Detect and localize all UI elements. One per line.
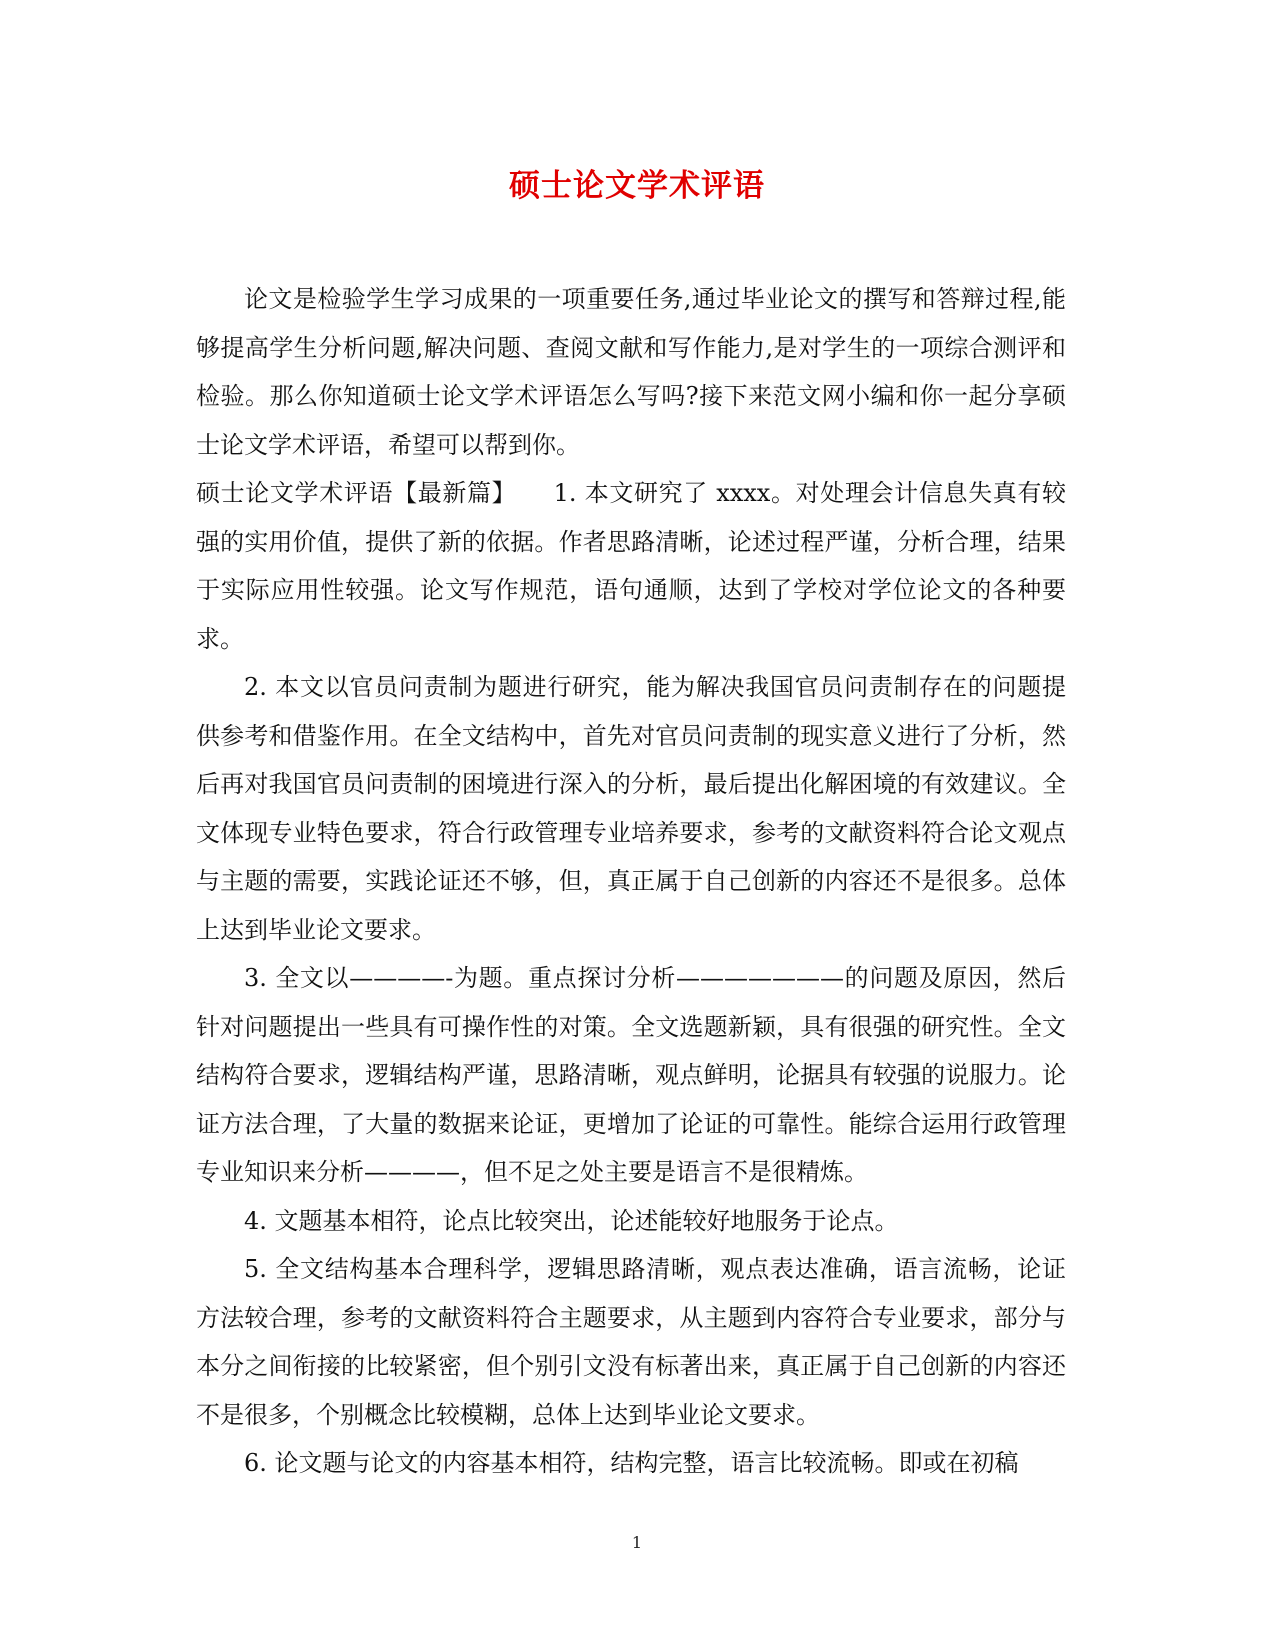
- document-title: 硕士论文学术评语: [509, 168, 765, 204]
- paragraph-5: 5. 全文结构基本合理科学，逻辑思路清晰，观点表达准确，语言流畅，论证方法较合理，参考的文献资料符合主题要求，从主题到内容符合专业要求，部分与本分之间衔接的比较紧密，但个别引文没有标著出来，真正属于自己创新的内容还不是很多，个别概念比较模糊，总体上达到毕业论文要求。: [196, 1255, 1066, 1429]
- document-body: [196, 275, 1066, 1488]
- paragraph-4: 4. 文题基本相符，论点比较突出，论述能较好地服务于论点。: [244, 1206, 899, 1235]
- paragraph-3: 3. 全文以————-为题。重点探讨分析———————的问题及原因，然后针对问题提出一些具有可操作性的对策。全文选题新颖，具有很强的研究性。全文结构符合要求，逻辑结构严谨，思路清晰，观点鲜明，论据具有较强的说服力。论证方法合理，了大量的数据来论证，更增加了论证的可靠性。能综合运用行政管理专业知识来分析————，但不足之处主要是语言不是很精炼。: [196, 964, 1066, 1186]
- paragraph-1: 硕士论文学术评语【最新篇】 1. 本文研究了 xxxx。对处理会计信息失真有较强的实用价值，提供了新的依据。作者思路清晰，论述过程严谨，分析合理，结果于实际应用性较强。论文写作规范，语句通顺，达到了学校对学位论文的各种要求。: [196, 479, 1066, 653]
- intro-paragraph: 论文是检验学生学习成果的一项重要任务,通过毕业论文的撰写和答辩过程,能够提高学生分析问题,解决问题、查阅文献和写作能力,是对学生的一项综合测评和检验。那么你知道硕士论文学术评语怎么写吗?接下来范文网小编和你一起分享硕士论文学术评语，希望可以帮到你。: [196, 285, 1066, 459]
- paragraph-2: 2. 本文以官员问责制为题进行研究，能为解决我国官员问责制存在的问题提供参考和借鉴作用。在全文结构中，首先对官员问责制的现实意义进行了分析，然后再对我国官员问责制的困境进行深入的分析，最后提出化解困境的有效建议。全文体现专业特色要求，符合行政管理专业培养要求，参考的文献资料符合论文观点与主题的需要，实践论证还不够，但，真正属于自己创新的内容还不是很多。总体上达到毕业论文要求。: [196, 673, 1066, 944]
- page-number: 1: [631, 1533, 643, 1552]
- paragraph-6: 6. 论文题与论文的内容基本相符，结构完整，语言比较流畅。即或在初稿: [244, 1449, 1019, 1477]
